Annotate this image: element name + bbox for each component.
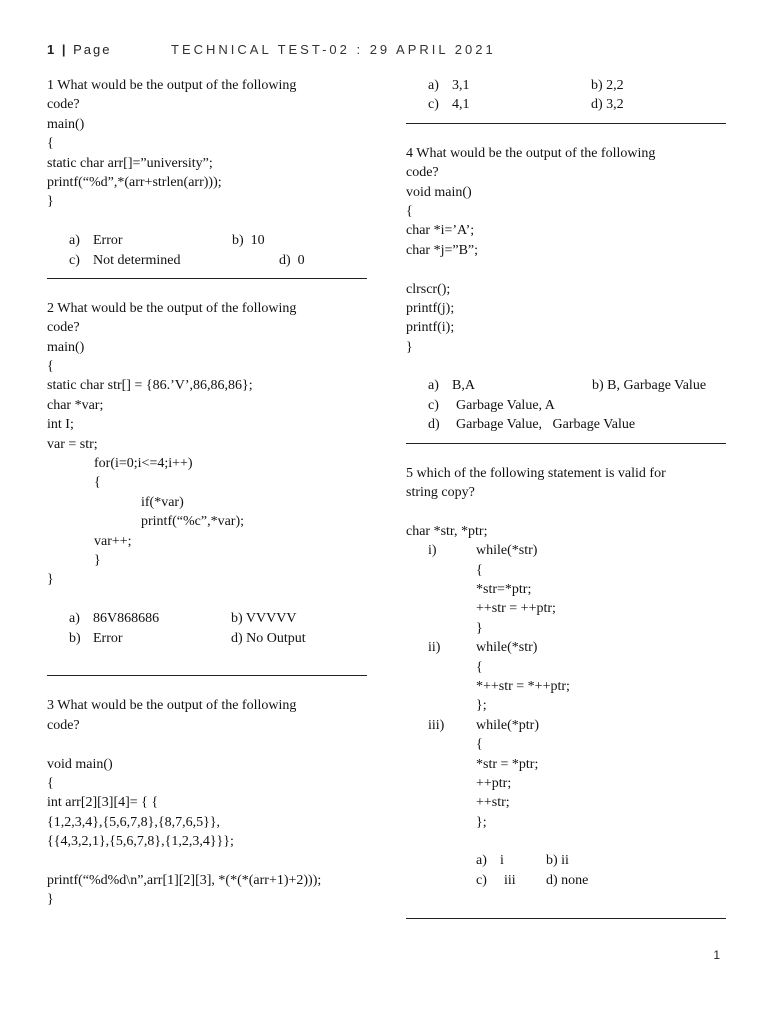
option-letter: b) (69, 630, 81, 646)
option-row (47, 629, 367, 648)
code-line: { (406, 203, 413, 219)
option-text: iii (504, 872, 516, 888)
option-text: Garbage Value, Garbage Value (456, 417, 636, 433)
option-text: 86V868686 (93, 611, 160, 627)
option-letter: c) (69, 252, 80, 268)
option-text: 4,1 (452, 97, 470, 113)
code-block-iii (406, 716, 726, 735)
question-3 (47, 696, 367, 909)
roman-numeral: iii) (428, 717, 445, 733)
option-row (406, 396, 726, 415)
option-letter: d) (428, 417, 440, 433)
code-line: int arr[2][3][4]= { { (47, 795, 159, 811)
code-line: *str = *ptr; (476, 756, 539, 772)
option-text: 3,1 (452, 78, 470, 93)
code-line: main() (47, 116, 85, 132)
code-line: } (406, 339, 413, 355)
option-text: i (500, 853, 504, 869)
question-text: code? (47, 97, 80, 113)
question-text: code? (47, 717, 80, 733)
separator-line (47, 675, 367, 676)
question-text: code? (47, 320, 80, 336)
option-text: b) 2,2 (591, 78, 624, 93)
code-block-i (406, 541, 726, 560)
roman-numeral: i) (428, 543, 437, 559)
code-line: char *var; (47, 397, 104, 413)
page-word: Page (73, 42, 112, 57)
code-line: var = str; (47, 436, 98, 452)
option-row (406, 76, 726, 95)
right-column (406, 76, 726, 939)
code-line: int I; (47, 417, 74, 433)
code-line: while(*ptr) (476, 717, 539, 733)
option-text: Error (93, 630, 123, 646)
code-line: *str=*ptr; (476, 581, 532, 597)
code-line: {1,2,3,4},{5,6,7,8},{8,7,6,5}}, (47, 814, 221, 830)
code-line: if(*var) (141, 494, 184, 510)
code-line: ++ptr; (476, 775, 512, 791)
question-2 (47, 299, 367, 676)
page-label (47, 42, 112, 57)
question-text: string copy? (406, 485, 475, 501)
separator-line (406, 443, 726, 444)
code-line: { (47, 359, 54, 375)
page-separator: | (61, 42, 68, 57)
question-5 (406, 464, 726, 919)
code-line: var++; (94, 533, 132, 549)
option-text: Not determined (93, 252, 181, 268)
option-row (406, 95, 726, 114)
option-letter: a) (476, 853, 487, 869)
code-line: } (94, 552, 101, 568)
code-line: }; (476, 814, 487, 830)
code-line: for(i=0;i<=4;i++) (94, 456, 193, 472)
option-text: b) B, Garbage Value (592, 378, 707, 394)
question-text: code? (406, 165, 439, 181)
code-line: static char str[] = {86.’V’,86,86,86}; (47, 378, 253, 394)
option-letter: a) (69, 233, 80, 249)
code-line: printf(i); (406, 320, 455, 336)
code-line: printf(“%d%d\n”,arr[1][2][3], *(*(*(arr+1)+2))); (47, 872, 322, 888)
separator-line (406, 918, 726, 919)
code-line: ++str; (476, 795, 510, 811)
option-text: d) 0 (279, 252, 305, 268)
code-line: ++str = ++ptr; (476, 601, 556, 617)
code-line: }; (476, 698, 487, 714)
option-letter: a) (428, 78, 439, 93)
code-line: clrscr(); (406, 281, 451, 297)
option-row (406, 415, 726, 434)
code-line: } (47, 892, 54, 908)
question-text: 2 What would be the output of the following (47, 300, 297, 316)
document-title: TECHNICAL TEST-02 : 29 APRIL 2021 (171, 42, 496, 57)
question-text: 3 What would be the output of the following (47, 698, 297, 714)
option-letter: a) (428, 378, 439, 394)
code-line: { (94, 475, 101, 491)
code-line: { (476, 562, 483, 578)
option-text: b) ii (546, 853, 569, 869)
code-line: char *str, *ptr; (406, 523, 488, 539)
option-row (406, 851, 726, 870)
option-row (406, 871, 726, 890)
code-line: } (47, 572, 54, 588)
code-line: while(*str) (476, 640, 538, 656)
option-text: d) none (546, 872, 589, 888)
page-footer-number: 1 (713, 948, 720, 962)
question-text: 5 which of the following statement is valid for (406, 465, 666, 481)
code-line: void main() (406, 184, 472, 200)
code-line: } (47, 194, 54, 210)
code-line: void main() (47, 756, 113, 772)
option-text: Error (93, 233, 123, 249)
code-line: printf(j); (406, 300, 455, 316)
code-line: main() (47, 339, 85, 355)
code-line: printf(“%c”,*var); (141, 514, 244, 530)
option-row (47, 609, 367, 628)
code-line: { (47, 136, 54, 152)
question-1 (47, 76, 367, 279)
code-line: *++str = *++ptr; (476, 678, 570, 694)
roman-numeral: ii) (428, 640, 441, 656)
option-text: B,A (452, 378, 475, 394)
code-line: while(*str) (476, 543, 538, 559)
option-letter: c) (428, 97, 439, 113)
question-text: 4 What would be the output of the following (406, 145, 656, 161)
option-letter: a) (69, 611, 80, 627)
code-line: char *j=”B”; (406, 242, 479, 258)
option-text: b) 10 (232, 233, 265, 249)
question-4 (406, 144, 726, 444)
separator-line (406, 123, 726, 124)
code-line: { (476, 737, 483, 753)
option-letter: c) (428, 397, 439, 413)
code-line: {{4,3,2,1},{5,6,7,8},{1,2,3,4}}}; (47, 834, 234, 850)
option-text: d) No Output (231, 630, 306, 646)
option-row (47, 231, 367, 250)
question-text: 1 What would be the output of the following (47, 78, 297, 93)
code-line: static char arr[]=”university”; (47, 155, 213, 171)
option-letter: c) (476, 872, 487, 888)
code-line: char *i=’A’; (406, 223, 475, 239)
code-block-ii (406, 638, 726, 657)
option-text: b) VVVVV (231, 611, 297, 627)
code-line: printf(“%d”,*(arr+strlen(arr))); (47, 174, 222, 190)
option-row (406, 376, 726, 395)
option-row (47, 251, 367, 270)
code-line: { (476, 659, 483, 675)
question-3-options (406, 76, 726, 124)
page-number: 1 (47, 42, 57, 57)
left-column (47, 76, 367, 910)
separator-line (47, 278, 367, 279)
code-line: } (476, 620, 483, 636)
option-text: d) 3,2 (591, 97, 624, 113)
option-text: Garbage Value, A (456, 397, 555, 413)
code-line: { (47, 775, 54, 791)
